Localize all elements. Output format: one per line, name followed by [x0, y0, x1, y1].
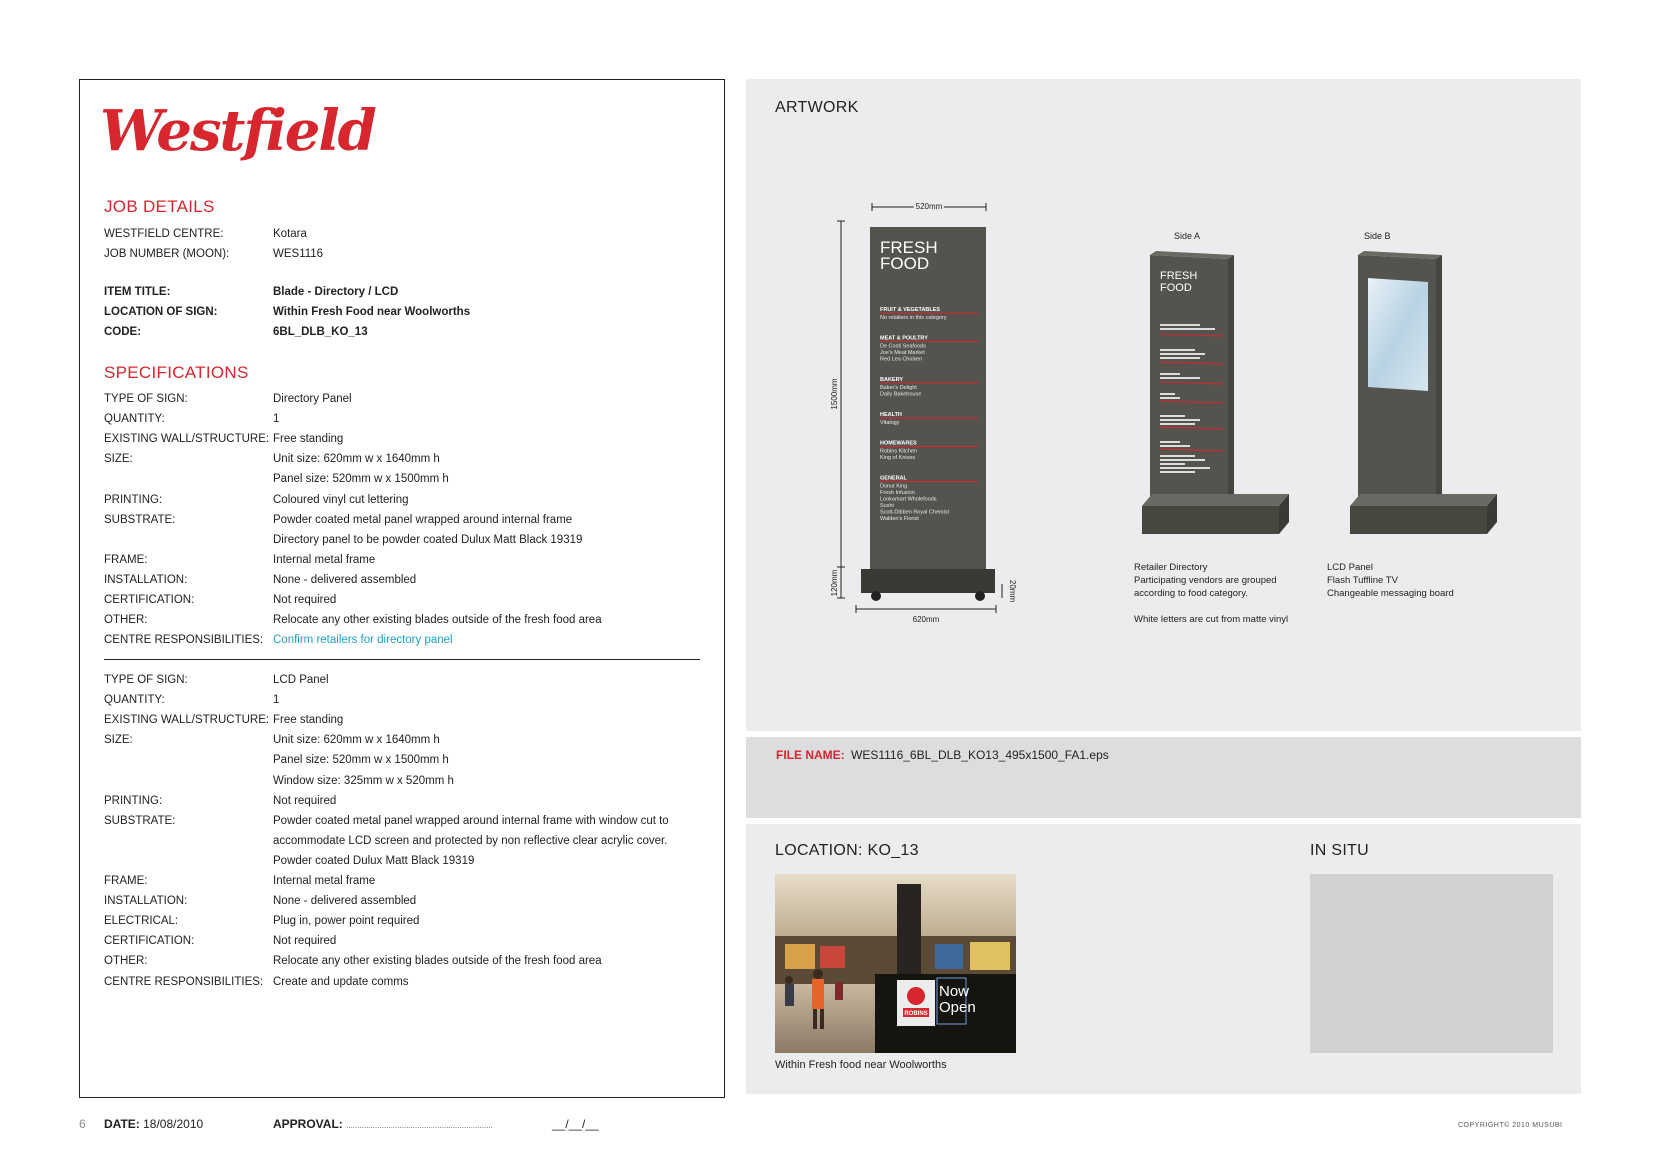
dim-base-height: 120mm	[830, 569, 839, 597]
date-field: DATE: 18/08/2010	[104, 1117, 204, 1131]
spec-label: WESTFIELD CENTRE:	[104, 228, 224, 240]
spec-label: OTHER:	[104, 955, 148, 968]
spec-value: Not required	[273, 594, 337, 606]
directory-retailer: King of Knives	[880, 455, 916, 461]
spec-value: Plug in, power point required	[273, 915, 420, 928]
directory-retailer: Robins Kitchen	[880, 448, 917, 455]
directory-category: HEALTH	[880, 412, 902, 418]
spec-label: SUBSTRATE:	[104, 814, 176, 827]
spec-label: ELECTRICAL:	[104, 915, 179, 928]
spec-value: Coloured vinyl cut lettering	[273, 493, 409, 506]
blade-title-line2: FOOD	[880, 254, 930, 273]
side-b-caption: LCD Panel Flash Tuffline TV Changeable messaging board	[1327, 562, 1454, 599]
spec-label: SIZE:	[104, 453, 133, 466]
side-a-base	[1142, 506, 1279, 534]
spec-value: Panel size: 520mm w x 1500mm h	[273, 473, 449, 486]
spec-label: PRINTING:	[104, 794, 163, 807]
spec-label: EXISTING WALL/STRUCTURE:	[104, 714, 270, 727]
blade-base	[861, 569, 995, 593]
approval-field: APPROVAL: ..................................................................	[273, 1117, 493, 1131]
spec-value: Panel size: 520mm w x 1500mm h	[273, 754, 449, 767]
spec-label: INSTALLATION:	[104, 895, 188, 908]
spec-value: Free standing	[273, 433, 344, 446]
spec-value: Unit size: 620mm w x 1640mm h	[273, 734, 440, 747]
directory-retailer: Vitalogy	[880, 420, 900, 426]
photo-now-text: Now	[939, 983, 970, 1000]
spec-label: QUANTITY:	[104, 694, 165, 707]
spec-value: Create and update comms	[273, 975, 409, 988]
spec-label: SUBSTRATE:	[104, 513, 176, 526]
directory-retailer: Joe's Meat Market	[880, 350, 925, 356]
spec-label: CERTIFICATION:	[104, 935, 195, 948]
page-number: 6	[79, 1117, 86, 1131]
location-photo	[775, 874, 1016, 1053]
directory-category: MEAT & POULTRY	[880, 335, 928, 342]
spec-label: EXISTING WALL/STRUCTURE:	[104, 433, 270, 446]
directory-retailer: De Costi Seafoods	[880, 343, 926, 350]
artwork-title: ARTWORK	[775, 99, 859, 116]
side-b-base	[1350, 506, 1487, 534]
spec-value: Internal metal frame	[273, 553, 376, 566]
spec-value: Not required	[273, 794, 337, 807]
spec-value: Relocate any other existing blades outside of the fresh food area	[273, 955, 602, 968]
file-name-label: FILE NAME:	[776, 748, 845, 762]
dim-height: 1500mm	[830, 378, 839, 410]
directory-retailer: Baker's Delight	[880, 385, 917, 391]
lcd-screen	[1368, 278, 1428, 391]
directory-retailer: Red Lea Chicken	[880, 356, 923, 363]
blade-foot-right	[975, 591, 985, 601]
spec-value: None - delivered assembled	[273, 573, 417, 586]
directory-retailer: Fresh Infusion	[880, 490, 915, 496]
directory-retailer: Scott-Dibben Royal Chemist	[880, 509, 950, 516]
spec-value: 1	[273, 694, 280, 707]
spec-label: CENTRE RESPONSIBILITIES:	[104, 634, 264, 647]
spec-value: Blade - Directory / LCD	[273, 286, 399, 298]
spec-label: CENTRE RESPONSIBILITIES:	[104, 975, 264, 988]
spec-value: Powder coated Dulux Matt Black 19319	[273, 854, 475, 867]
spec-label: ITEM TITLE:	[104, 286, 171, 298]
spec-label: SIZE:	[104, 734, 133, 747]
spec-value: WES1116	[273, 248, 324, 260]
dim-bottom-width: 620mm	[912, 615, 940, 624]
directory-retailer: Lookamart Wholefoods	[880, 496, 937, 503]
side-a-title-line2: FOOD	[1160, 282, 1192, 294]
approval-date: __/__/__	[552, 1117, 599, 1131]
directory-category: BAKERY	[880, 377, 904, 383]
dim-top-width: 520mm	[915, 202, 943, 211]
westfield-logo: Westfield	[100, 98, 375, 164]
spec-value: Powder coated metal panel wrapped around internal frame	[273, 513, 573, 526]
directory-category: FRUIT & VEGETABLES	[880, 307, 941, 313]
spec-value: LCD Panel	[273, 674, 329, 686]
spec-value: None - delivered assembled	[273, 895, 417, 908]
side-a-title-line1: FRESH	[1160, 270, 1198, 282]
spec-value: Window size: 325mm w x 520mm h	[273, 774, 454, 787]
file-name-value: WES1116_6BL_DLB_KO13_495x1500_FA1.eps	[851, 748, 1109, 762]
blade-foot-left	[871, 591, 881, 601]
directory-retailer: Sushi	[880, 503, 894, 509]
photo-logo-text: ROBINS	[904, 1011, 928, 1017]
directory-retailer: Daily Bakehouse	[880, 391, 922, 398]
spec-value: Not required	[273, 935, 337, 948]
spec-value: Relocate any other existing blades outside of the fresh food area	[273, 614, 602, 627]
spec-label: CODE:	[104, 326, 142, 338]
blade-title-line1: FRESH	[880, 238, 938, 257]
side-b-label: Side B	[1364, 231, 1391, 241]
spec-label: INSTALLATION:	[104, 573, 188, 586]
spec-value: Powder coated metal panel wrapped around internal frame with window cut to	[273, 814, 669, 827]
directory-category: HOMEWARES	[880, 440, 917, 447]
job-details-heading: JOB DETAILS	[104, 197, 215, 216]
spec-label: FRAME:	[104, 875, 148, 887]
spec-label: PRINTING:	[104, 493, 163, 506]
artwork-drawings	[746, 79, 1581, 731]
copyright-text: COPYRIGHT© 2010 MUSUBI	[1458, 1122, 1563, 1129]
spec-label: FRAME:	[104, 553, 148, 566]
location-title: LOCATION: KO_13	[775, 842, 919, 859]
spec-value: Within Fresh Food near Woolworths	[273, 306, 471, 318]
spec-value: Internal metal frame	[273, 875, 376, 887]
spec-label: TYPE OF SIGN:	[104, 393, 188, 405]
spec-label: CERTIFICATION:	[104, 594, 195, 606]
directory-retailer: No retailers in this category	[880, 315, 947, 321]
spec-value: Kotara	[273, 228, 307, 240]
specifications-heading: SPECIFICATIONS	[104, 363, 249, 382]
dim-depth: 20mm	[1008, 579, 1017, 603]
spec-value: accommodate LCD screen and protected by non reflective clear acrylic cover.	[273, 834, 668, 847]
side-a-caption: Retailer Directory Participating vendors are grouped according to food category. White letters are cut from matte vinyl	[1134, 562, 1289, 625]
location-caption: Within Fresh food near Woolworths	[775, 1059, 947, 1071]
spec-value: 1	[273, 413, 280, 426]
directory-retailer: Walden's Florist	[880, 516, 919, 522]
spec-value: 6BL_DLB_KO_13	[273, 326, 368, 338]
photo-open-text: Open	[939, 999, 976, 1016]
spec-divider	[104, 659, 700, 660]
confirm-retailers-link[interactable]: Confirm retailers for directory panel	[273, 634, 453, 647]
spec-label: LOCATION OF SIGN:	[104, 306, 218, 318]
in-situ-title: IN SITU	[1310, 842, 1369, 859]
spec-label: TYPE OF SIGN:	[104, 674, 188, 686]
in-situ-placeholder	[1310, 874, 1553, 1053]
spec-value: Unit size: 620mm w x 1640mm h	[273, 453, 440, 466]
spec-value: Directory panel to be powder coated Dulux Matt Black 19319	[273, 533, 583, 546]
side-a-label: Side A	[1174, 231, 1201, 241]
spec-label: QUANTITY:	[104, 413, 165, 426]
spec-value: Directory Panel	[273, 393, 352, 405]
directory-retailer: Donut King	[880, 483, 908, 490]
directory-category: GENERAL	[880, 475, 907, 482]
spec-value: Free standing	[273, 714, 344, 727]
spec-label: JOB NUMBER (MOON):	[104, 248, 230, 260]
spec-label: OTHER:	[104, 614, 148, 627]
